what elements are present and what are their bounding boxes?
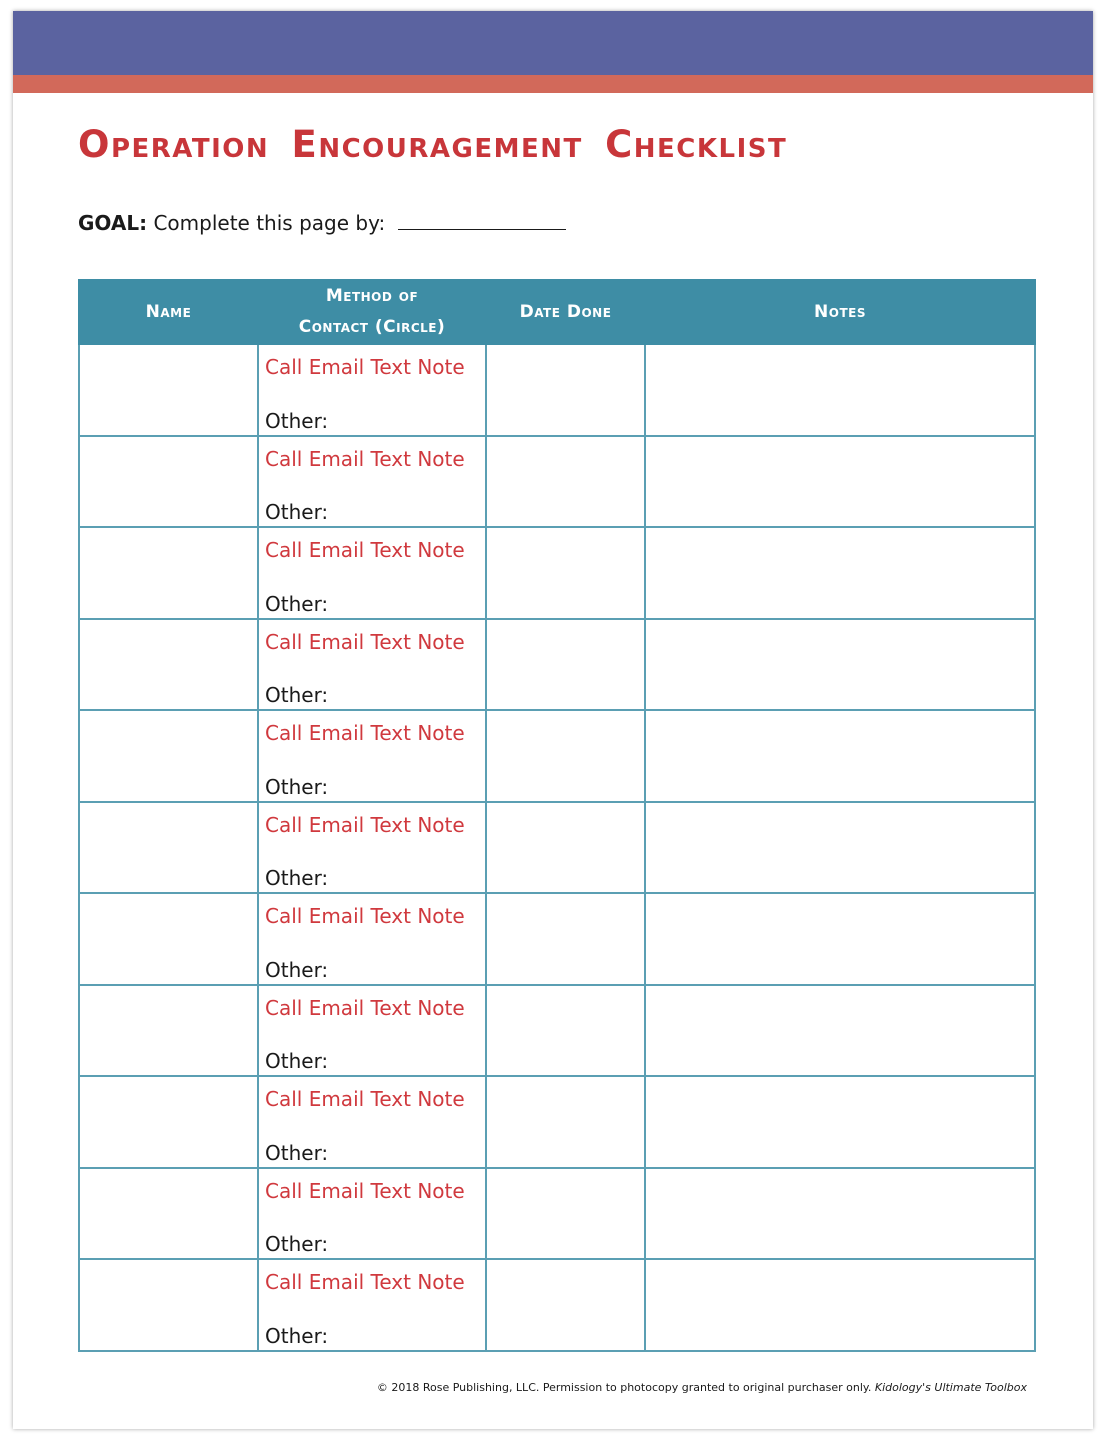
other-label: Other: — [265, 1232, 329, 1256]
table-row — [79, 710, 1035, 802]
date-done-cell[interactable] — [486, 893, 645, 985]
date-done-cell[interactable] — [486, 985, 645, 1077]
contact-options[interactable]: Call Email Text Note — [265, 1087, 465, 1111]
other-label: Other: — [265, 866, 329, 890]
notes-cell[interactable] — [645, 1076, 1035, 1168]
contact-method-cell — [258, 436, 486, 528]
name-cell[interactable] — [79, 710, 258, 802]
date-done-cell[interactable] — [486, 710, 645, 802]
name-cell[interactable] — [79, 802, 258, 894]
notes-cell[interactable] — [645, 527, 1035, 619]
name-cell[interactable] — [79, 527, 258, 619]
date-done-cell[interactable] — [486, 1168, 645, 1260]
header-notes: Notes — [645, 280, 1035, 344]
notes-cell[interactable] — [645, 436, 1035, 528]
contact-method-cell — [258, 527, 486, 619]
contact-options[interactable]: Call Email Text Note — [265, 446, 465, 471]
other-label: Other: — [265, 683, 329, 707]
table-row — [79, 436, 1035, 528]
contact-method-cell — [258, 893, 486, 985]
date-done-cell[interactable] — [486, 619, 645, 711]
other-label: Other: — [265, 774, 329, 799]
notes-cell[interactable] — [645, 893, 1035, 985]
contact-method-cell — [258, 619, 486, 711]
name-cell[interactable] — [79, 619, 258, 711]
contact-options[interactable]: Call Email Text Note — [265, 629, 465, 654]
other-label: Other: — [265, 1323, 329, 1348]
other-label: Other: — [265, 500, 329, 524]
other-label: Other: — [265, 408, 329, 433]
date-done-cell[interactable] — [486, 344, 645, 436]
table-row — [79, 619, 1035, 711]
notes-cell[interactable] — [645, 802, 1035, 894]
name-cell[interactable] — [79, 985, 258, 1077]
worksheet-page — [13, 11, 1093, 1429]
top-band-blue — [13, 11, 1093, 75]
contact-options[interactable]: Call Email Text Note — [265, 1270, 465, 1294]
contact-method-cell — [258, 985, 486, 1077]
table-row — [79, 527, 1035, 619]
notes-cell[interactable] — [645, 1168, 1035, 1260]
header-method-line1: Method of — [325, 286, 419, 306]
contact-method-cell — [258, 1076, 486, 1168]
goal-date-blank[interactable] — [398, 209, 566, 230]
table-header-row — [79, 280, 1035, 344]
contact-method-cell — [258, 802, 486, 894]
contact-options[interactable]: Call Email Text Note — [265, 1178, 465, 1203]
name-cell[interactable] — [79, 436, 258, 528]
contact-method-cell — [258, 710, 486, 802]
goal-text: Complete this page by: — [153, 211, 386, 235]
contact-options[interactable]: Call Email Text Note — [265, 721, 465, 745]
name-cell[interactable] — [79, 893, 258, 985]
other-label: Other: — [265, 1049, 329, 1073]
date-done-cell[interactable] — [486, 1259, 645, 1351]
other-label: Other: — [265, 957, 329, 982]
notes-cell[interactable] — [645, 344, 1035, 436]
header-date-done: Date Done — [486, 280, 645, 344]
date-done-cell[interactable] — [486, 436, 645, 528]
goal-label: GOAL: — [78, 211, 148, 235]
notes-cell[interactable] — [645, 710, 1035, 802]
other-label: Other: — [265, 1140, 329, 1165]
date-done-cell[interactable] — [486, 527, 645, 619]
table-row — [79, 802, 1035, 894]
header-name: Name — [79, 280, 258, 344]
name-cell[interactable] — [79, 1168, 258, 1260]
table-row — [79, 1259, 1035, 1351]
footer — [377, 1381, 1027, 1394]
table-row — [79, 344, 1035, 436]
contact-method-cell — [258, 1259, 486, 1351]
goal-line — [78, 209, 566, 235]
contact-method-cell — [258, 1168, 486, 1260]
contact-options[interactable]: Call Email Text Note — [265, 904, 465, 928]
notes-cell[interactable] — [645, 985, 1035, 1077]
table-row — [79, 985, 1035, 1077]
contact-options[interactable]: Call Email Text Note — [265, 355, 465, 379]
contact-options[interactable]: Call Email Text Note — [265, 995, 465, 1020]
contact-method-cell — [258, 344, 486, 436]
top-band-orange — [13, 75, 1093, 93]
header-method-line2: Contact (Circle) — [298, 317, 446, 337]
name-cell[interactable] — [79, 1076, 258, 1168]
contact-options[interactable]: Call Email Text Note — [265, 538, 465, 562]
name-cell[interactable] — [79, 344, 258, 436]
contact-options[interactable]: Call Email Text Note — [265, 812, 465, 837]
table-row — [79, 893, 1035, 985]
name-cell[interactable] — [79, 1259, 258, 1351]
checklist-table — [78, 279, 1036, 1352]
other-label: Other: — [265, 591, 329, 616]
table-row — [79, 1076, 1035, 1168]
notes-cell[interactable] — [645, 619, 1035, 711]
date-done-cell[interactable] — [486, 1076, 645, 1168]
table-row — [79, 1168, 1035, 1260]
notes-cell[interactable] — [645, 1259, 1035, 1351]
date-done-cell[interactable] — [486, 802, 645, 894]
header-method — [258, 280, 486, 344]
footer-copyright: © 2018 Rose Publishing, LLC. Permission to photocopy granted to original purchaser only. — [376, 1381, 872, 1394]
page-title: Operation Encouragement Checklist — [78, 123, 788, 166]
footer-book-title: Kidology's Ultimate Toolbox — [874, 1381, 1027, 1394]
